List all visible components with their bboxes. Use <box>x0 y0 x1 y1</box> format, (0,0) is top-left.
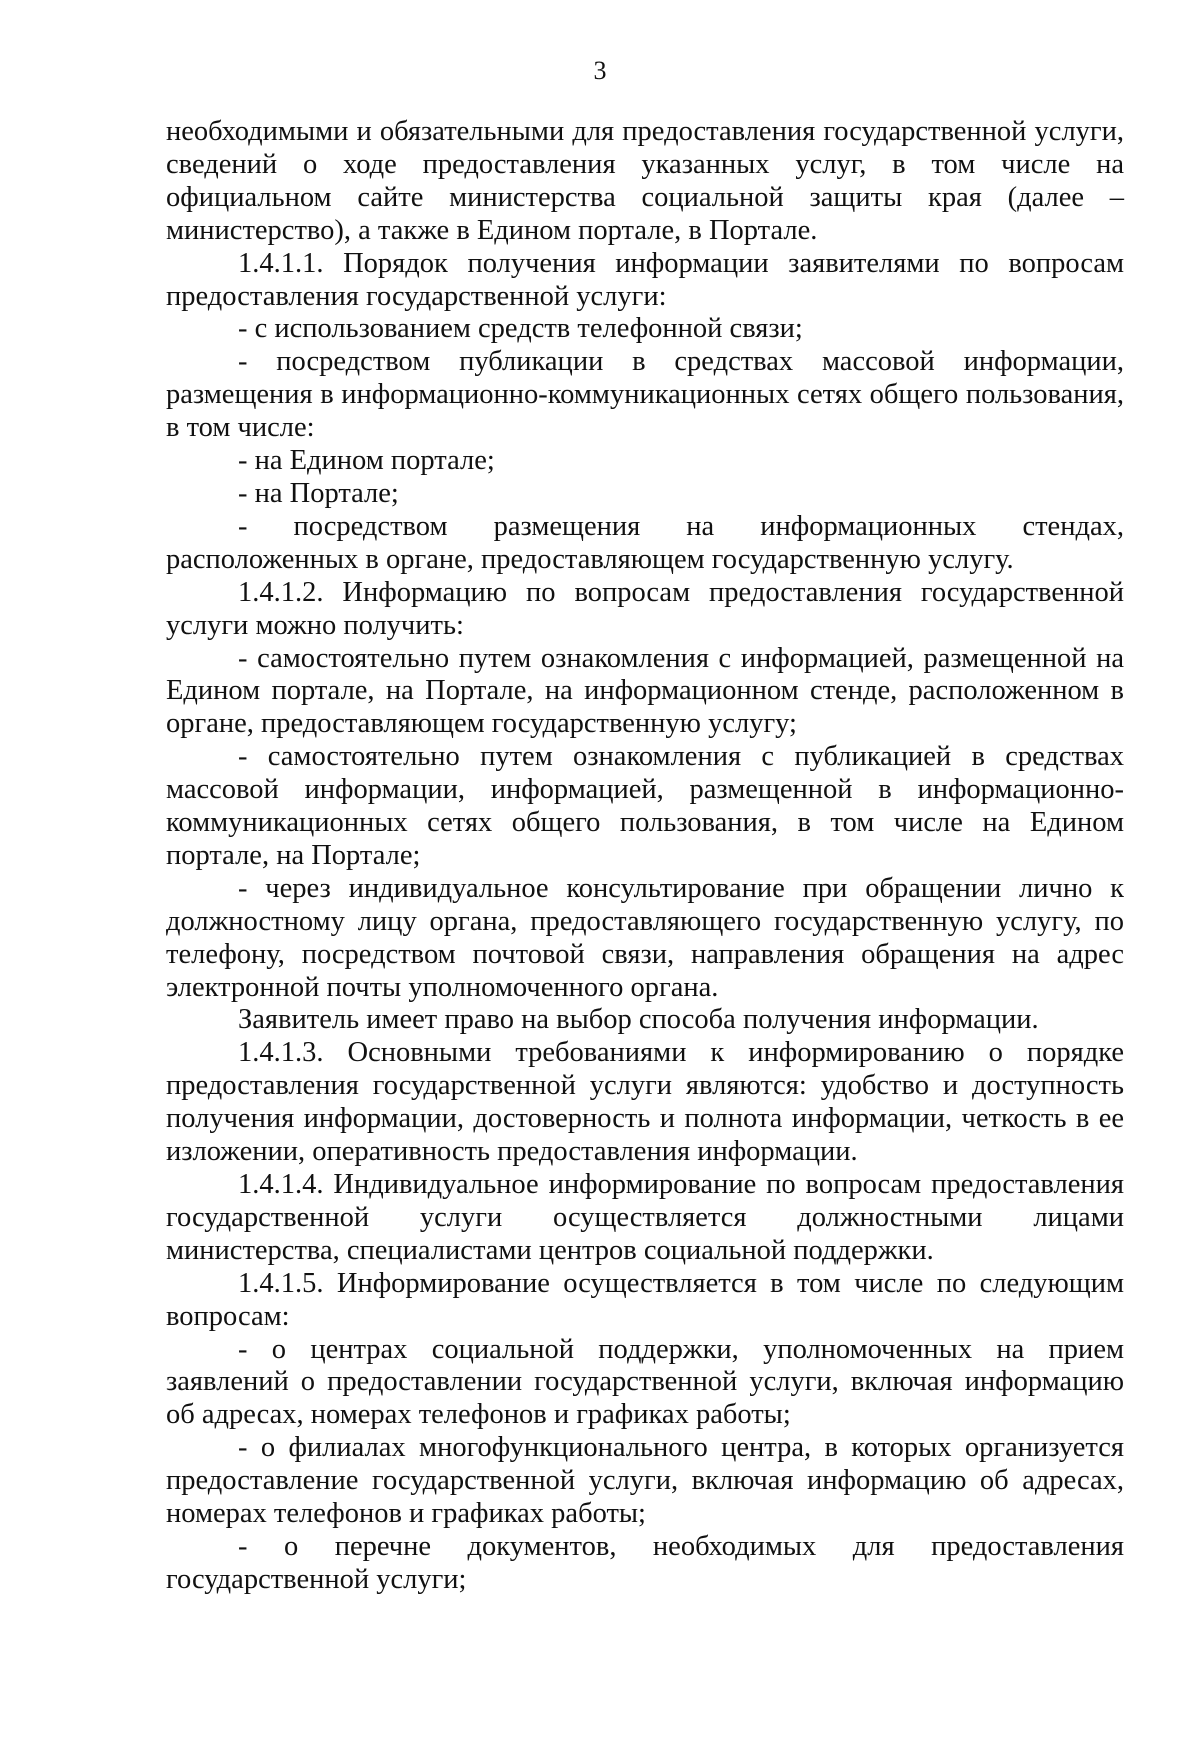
paragraph: - с использованием средств телефонной связи; <box>238 313 803 345</box>
paragraph: 1.4.1.3. Основными требованиями к информированию о порядке предоставления государственной услуги являются: удобство и доступность получения информации, достоверность и полнота информации, четкость в ее изложении, оперативность предоставления информации. <box>166 1037 1124 1168</box>
paragraph: 1.4.1.4. Индивидуальное информирование по вопросам предоставления государственной услуги осуществляется должностными лицами министерства, специалистами центров социальной поддержки. <box>166 1169 1124 1266</box>
paragraph: - через индивидуальное консультирование при обращении лично к должностному лицу органа, предоставляющего государственную услугу, по телефону, посредством почтовой связи, направления обращения на адрес электронной почты уполномоченного органа. <box>166 872 1124 1003</box>
document-body <box>166 116 1124 1597</box>
paragraph: - о перечне документов, необходимых для предоставления государственной услуги; <box>166 1530 1124 1595</box>
paragraph: - на Портале; <box>238 477 399 509</box>
paragraph: - посредством размещения на информационных стендах, расположенных в органе, предоставляющем государственную услугу. <box>166 510 1124 575</box>
paragraph: - посредством публикации в средствах массовой информации, размещения в информационно-коммуникационных сетях общего пользования, в том числе: <box>166 346 1124 444</box>
paragraph: - на Едином портале; <box>238 445 495 477</box>
paragraph: Заявитель имеет право на выбор способа получения информации. <box>238 1004 1039 1036</box>
paragraph: - самостоятельно путем ознакомления с информацией, размещенной на Едином портале, на Портале, на информационном стенде, расположенном в органе, предоставляющем государственную услугу; <box>166 642 1124 740</box>
paragraph: - о центрах социальной поддержки, уполномоченных на прием заявлений о предоставлении государственной услуги, включая информацию об адресах, номерах телефонов и графиках работы; <box>166 1333 1124 1431</box>
paragraph: 1.4.1.1. Порядок получения информации заявителями по вопросам предоставления государственной услуги: <box>166 247 1124 312</box>
paragraph: 1.4.1.2. Информацию по вопросам предоставления государственной услуги можно получить: <box>166 576 1124 641</box>
paragraph: - о филиалах многофункционального центра, в которых организуется предоставление государственной услуги, включая информацию об адресах, номерах телефонов и графиках работы; <box>166 1432 1124 1530</box>
paragraph: - самостоятельно путем ознакомления с публикацией в средствах массовой информации, информацией, размещенной в информационно-коммуникационных сетях общего пользования, в том числе на Едином портале, на Портале; <box>166 741 1124 871</box>
page-number: 3 <box>593 56 607 85</box>
paragraph: необходимыми и обязательными для предоставления государственной услуги, сведений о ходе предоставления указанных услуг, в том числе на официальном сайте министерства социальной защиты края (далее – министерство), а также в Едином портале, в Портале. <box>166 116 1124 246</box>
paragraph: 1.4.1.5. Информирование осуществляется в том числе по следующим вопросам: <box>166 1267 1124 1332</box>
